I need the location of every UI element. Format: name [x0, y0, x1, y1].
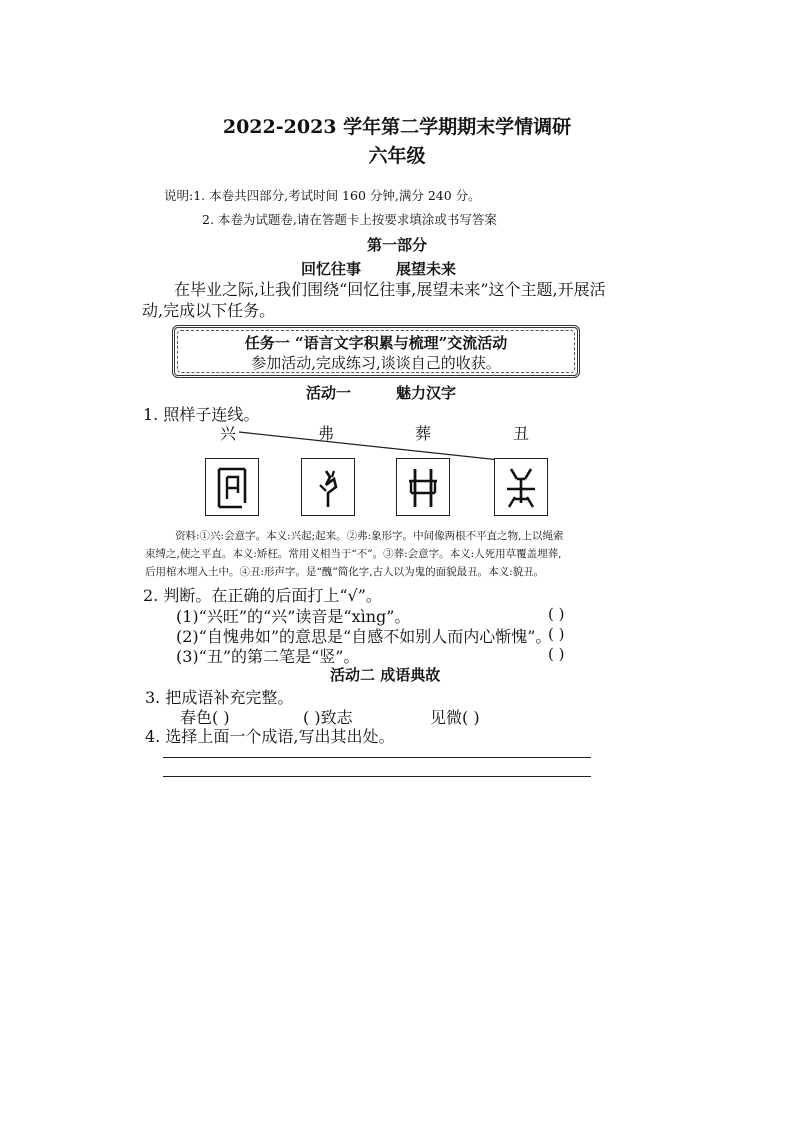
- ancient-glyph-2[interactable]: [301, 458, 355, 516]
- activity2-title: 活动二 成语典故: [330, 666, 441, 684]
- ancient-glyph-4-icon: [499, 463, 543, 511]
- question-3: 3. 把成语补充完整。: [145, 688, 294, 707]
- judgment-1-answer[interactable]: ( ): [548, 605, 565, 623]
- judgment-3: (3)“丑”的第二笔是“竖”。: [176, 647, 360, 666]
- part-title: 第一部分: [366, 236, 427, 254]
- note-line-2: 2. 本卷为试题卷,请在答题卡上按要求填涂或书写答案: [202, 212, 497, 227]
- char-fu: 弗: [318, 424, 335, 443]
- note-line-1: 说明:1. 本卷共四部分,考试时间 160 分钟,满分 240 分。: [164, 188, 481, 203]
- answer-line-1[interactable]: [163, 757, 591, 758]
- activity1-title-right: 魅力汉字: [396, 384, 457, 402]
- char-zang: 葬: [415, 424, 432, 443]
- ancient-glyph-3-icon: [401, 463, 445, 511]
- ancient-glyph-1-icon: [210, 463, 254, 511]
- judgment-2: (2)“自愧弗如”的意思是“自感不如别人而内心惭愧”。: [176, 627, 552, 646]
- exam-title: 2022-2023 学年第二学期期末学情调研: [222, 116, 572, 138]
- idiom-1[interactable]: 春色( ): [180, 708, 230, 727]
- question-2: 2. 判断。在正确的后面打上“√”。: [143, 586, 382, 605]
- ancient-glyph-2-icon: [306, 463, 350, 511]
- ancient-glyph-1[interactable]: [205, 458, 259, 516]
- idiom-2[interactable]: ( )致志: [303, 708, 353, 727]
- source-line-3: 后用棺木埋入土中。④丑:形声字。是“醜”简化字,古人以为鬼的面貌最丑。本义:貌丑。: [145, 566, 545, 578]
- answer-line-2[interactable]: [163, 776, 591, 777]
- source-line-2: 束缚之,使之平直。本义:矫枉。常用义相当于“不”。③葬:会意字。本义:人死用草覆盖埋葬,: [145, 548, 562, 560]
- theme-left: 回忆往事: [301, 260, 362, 278]
- question-4: 4. 选择上面一个成语,写出其出处。: [145, 727, 395, 746]
- intro-line-1: 在毕业之际,让我们围绕“回忆往事,展望未来”这个主题,开展活: [174, 280, 606, 299]
- char-chou: 丑: [513, 424, 530, 443]
- idiom-3[interactable]: 见微( ): [430, 708, 480, 727]
- grade-title: 六年级: [368, 145, 426, 167]
- ancient-glyph-3[interactable]: [396, 458, 450, 516]
- char-xing: 兴: [220, 424, 237, 443]
- activity1-title-left: 活动一: [306, 384, 352, 402]
- judgment-3-answer[interactable]: ( ): [548, 645, 565, 663]
- judgment-2-answer[interactable]: ( ): [548, 625, 565, 643]
- judgment-1: (1)“兴旺”的“兴”读音是“xìng”。: [176, 607, 411, 626]
- question-1: 1. 照样子连线。: [143, 405, 260, 424]
- theme-right: 展望未来: [396, 260, 457, 278]
- ancient-glyph-4[interactable]: [494, 458, 548, 516]
- source-line-1: 资料:①兴:会意字。本义:兴起;起来。②弗:象形字。中间像两根不平直之物,上以绳索: [175, 530, 564, 542]
- task-subtitle: 参加活动,完成练习,谈谈自己的收获。: [251, 354, 501, 372]
- intro-line-2: 动,完成以下任务。: [142, 301, 276, 320]
- task-title: 任务一 “语言文字积累与梳理”交流活动: [244, 334, 508, 352]
